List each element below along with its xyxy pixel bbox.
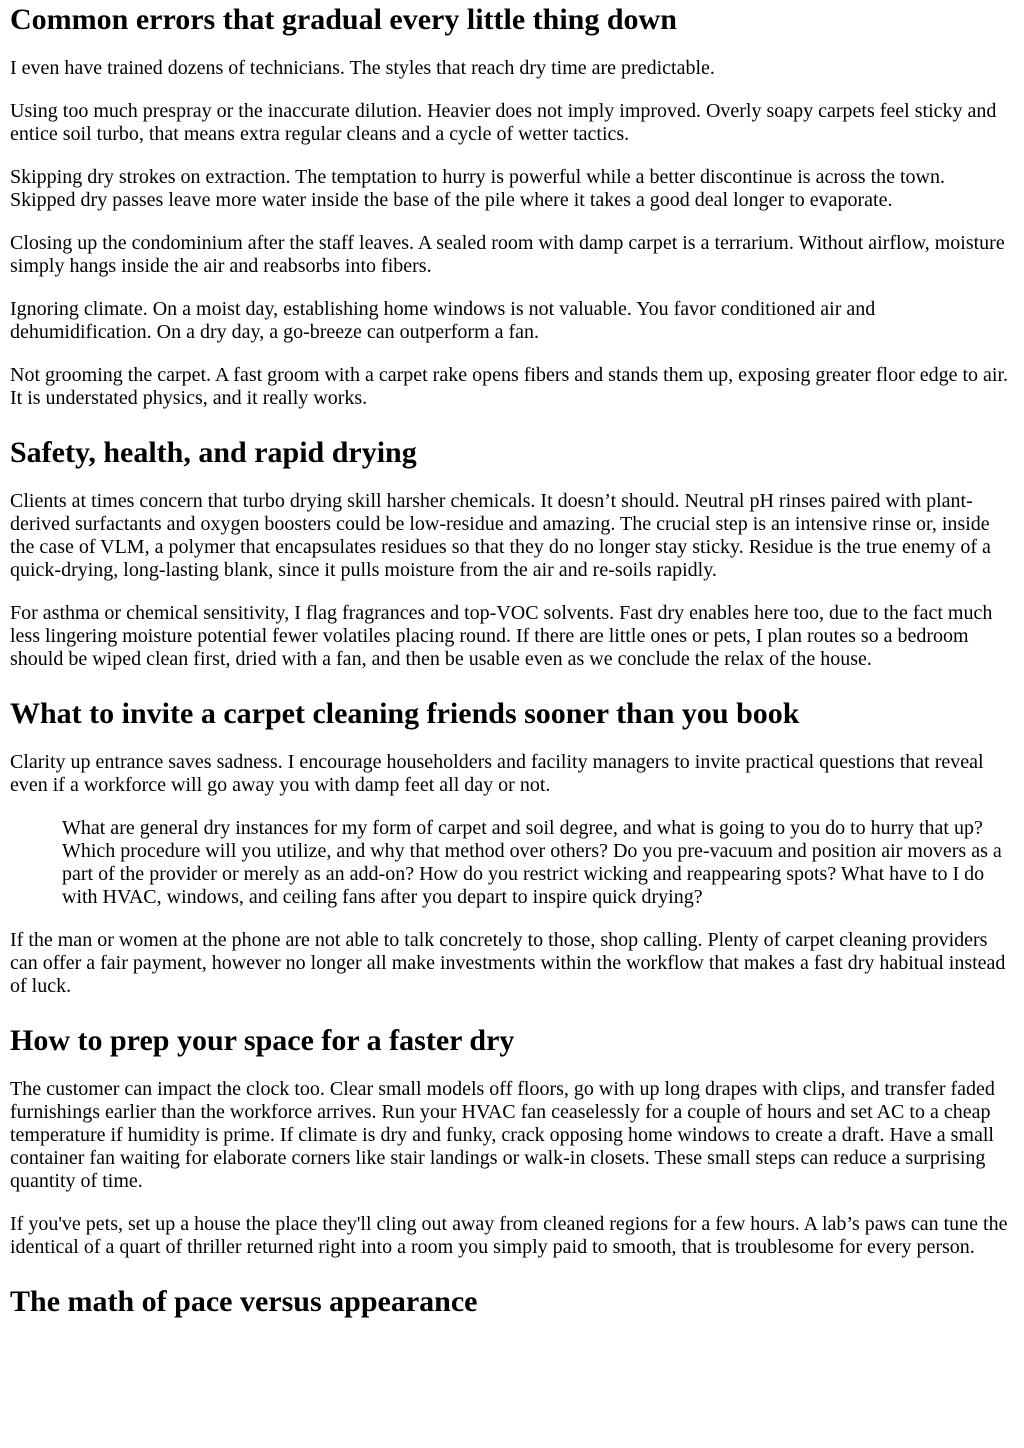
- paragraph: I even have trained dozens of technicians. The styles that reach dry time are predictable.: [10, 57, 715, 79]
- section-heading-common-errors: Common errors that gradual every little thing down: [10, 3, 677, 36]
- section-heading-prep: How to prep your space for a faster dry: [10, 1024, 515, 1057]
- paragraph: Skipping dry strokes on extraction. The temptation to hurry is powerful while a better discontinue is across the town. Skipped dry passes leave more water inside the base of the pile where it takes a good deal longer to evaporate.: [10, 166, 945, 211]
- section-heading-safety: Safety, health, and rapid drying: [10, 436, 417, 469]
- questions-blockquote: What are general dry instances for my form of carpet and soil degree, and what is going to you do to hurry that up? Which procedure will you utilize, and why that method over others? Do you pre-vacuum and position air movers as a part of the provider or merely as an add-on? How do you restrict wicking and reappearing spots? What have to I do with HVAC, windows, and ceiling fans after you depart to inspire quick drying?: [62, 817, 1002, 908]
- paragraph: Clients at times concern that turbo drying skill harsher chemicals. It doesn’t should. Neutral pH rinses paired with plant-derived surfactants and oxygen boosters could be low-residue and amazing. The crucial step is an intensive rinse or, inside the case of VLM, a polymer that encapsulates residues so that they do no longer stay sticky. Residue is the true enemy of a quick-drying, long-lasting blank, since it pulls moisture from the air and re-soils rapidly.: [10, 490, 991, 581]
- paragraph: If you've pets, set up a house the place they'll cling out away from cleaned regions for a few hours. A lab’s paws can tune the identical of a quart of thriller returned right into a room you simply paid to smooth, that is troublesome for every person.: [10, 1213, 1008, 1258]
- paragraph: Clarity up entrance saves sadness. I encourage householders and facility managers to invite practical questions that reveal even if a workforce will go away you with damp feet all day or not.: [10, 751, 984, 796]
- paragraph: If the man or women at the phone are not able to talk concretely to those, shop calling. Plenty of carpet cleaning providers can offer a fair payment, however no longer all make investments within the workflow that makes a fast dry habitual instead of luck.: [10, 929, 1006, 997]
- paragraph: Ignoring climate. On a moist day, establishing home windows is not valuable. You favor conditioned air and dehumidification. On a dry day, a go-breeze can outperform a fan.: [10, 298, 876, 343]
- paragraph: Closing up the condominium after the staff leaves. A sealed room with damp carpet is a terrarium. Without airflow, moisture simply hangs inside the air and reabsorbs into fibers.: [10, 232, 1005, 277]
- paragraph: Using too much prespray or the inaccurate dilution. Heavier does not imply improved. Overly soapy carpets feel sticky and entice soil turbo, that means extra regular cleans and a cycle of wetter tactics.: [10, 100, 997, 145]
- paragraph: Not grooming the carpet. A fast groom with a carpet rake opens fibers and stands them up, exposing greater floor edge to air. It is understated physics, and it really works.: [10, 364, 1009, 409]
- section-heading-math: The math of pace versus appearance: [10, 1285, 478, 1318]
- section-heading-questions: What to invite a carpet cleaning friends sooner than you book: [10, 697, 800, 730]
- article: [10, 2, 1014, 1319]
- paragraph: The customer can impact the clock too. Clear small models off floors, go with up long drapes with clips, and transfer faded furnishings earlier than the workforce arrives. Run your HVAC fan ceaselessly for a couple of hours and set AC to a cheap temperature if humidity is prime. If climate is dry and funky, crack opposing home windows to create a draft. Have a small container fan waiting for elaborate corners like stair landings or walk-in closets. These small steps can reduce a surprising quantity of time.: [10, 1078, 995, 1192]
- paragraph: For asthma or chemical sensitivity, I flag fragrances and top-VOC solvents. Fast dry enables here too, due to the fact much less lingering moisture potential fewer volatiles placing round. If there are little ones or pets, I plan routes so a bedroom should be wiped clean first, dried with a fan, and then be usable even as we conclude the relax of the house.: [10, 602, 993, 670]
